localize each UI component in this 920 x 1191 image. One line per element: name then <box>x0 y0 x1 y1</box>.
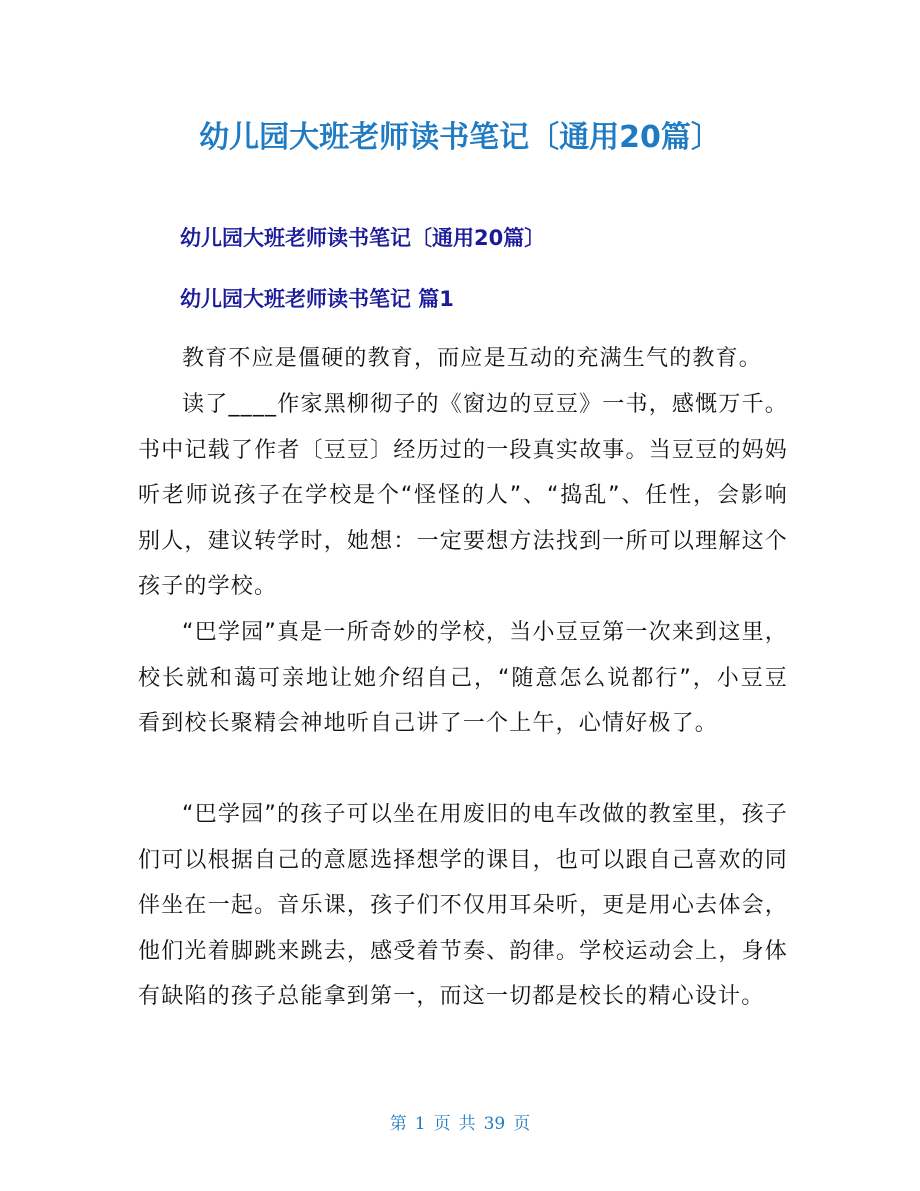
document-subtitle: 幼儿园大班老师读书笔记〔通用20篇〕 <box>180 226 546 250</box>
page-footer <box>0 1112 920 1136</box>
footer-prefix: 第 <box>389 1114 407 1134</box>
paragraph-3-text: “巴学园”真是一所奇妙的学校，当小豆豆第一次来到这里，校长就和蔼可亲地让她介绍自己，“随意怎么说都行”，小豆豆看到校长聚精会神地听自己讲了一个上午，心情好极了。 <box>138 620 788 736</box>
footer-total-pages: 39 <box>483 1114 506 1134</box>
document-title: 幼儿园大班老师读书笔记〔通用20篇〕 <box>199 120 721 155</box>
paragraph-4 <box>138 792 788 1020</box>
paragraph-1 <box>138 336 788 382</box>
paragraph-1-text: 教育不应是僵硬的教育，而应是互动的充满生气的教育。 <box>182 346 763 371</box>
footer-suffix: 页 <box>513 1114 531 1134</box>
section-heading: 幼儿园大班老师读书笔记 篇1 <box>180 287 454 311</box>
paragraph-2-text: 读了____作家黑柳彻子的《窗边的豆豆》一书，感慨万千。书中记载了作者〔豆豆〕经历过的一段真实故事。当豆豆的妈妈听老师说孩子在学校是个“怪怪的人”、“捣乱”、任性，会影响别人，建议转学时，她想：一定要想方法找到一所可以理解这个孩子的学校。 <box>138 392 788 599</box>
footer-current-page: 1 <box>414 1114 426 1134</box>
paragraph-3 <box>138 610 788 747</box>
paragraph-2 <box>138 382 788 610</box>
paragraph-4-text: “巴学园”的孩子可以坐在用废旧的电车改做的教室里，孩子们可以根据自己的意愿选择想学的课目，也可以跟自己喜欢的同伴坐在一起。音乐课，孩子们不仅用耳朵听，更是用心去体会，他们光着脚跳来跳去，感受着节奏、韵律。学校运动会上，身体有缺陷的孩子总能拿到第一，而这一切都是校长的精心设计。 <box>138 802 788 1009</box>
footer-page-word: 页 <box>433 1114 451 1134</box>
footer-total-word: 共 <box>458 1114 476 1134</box>
